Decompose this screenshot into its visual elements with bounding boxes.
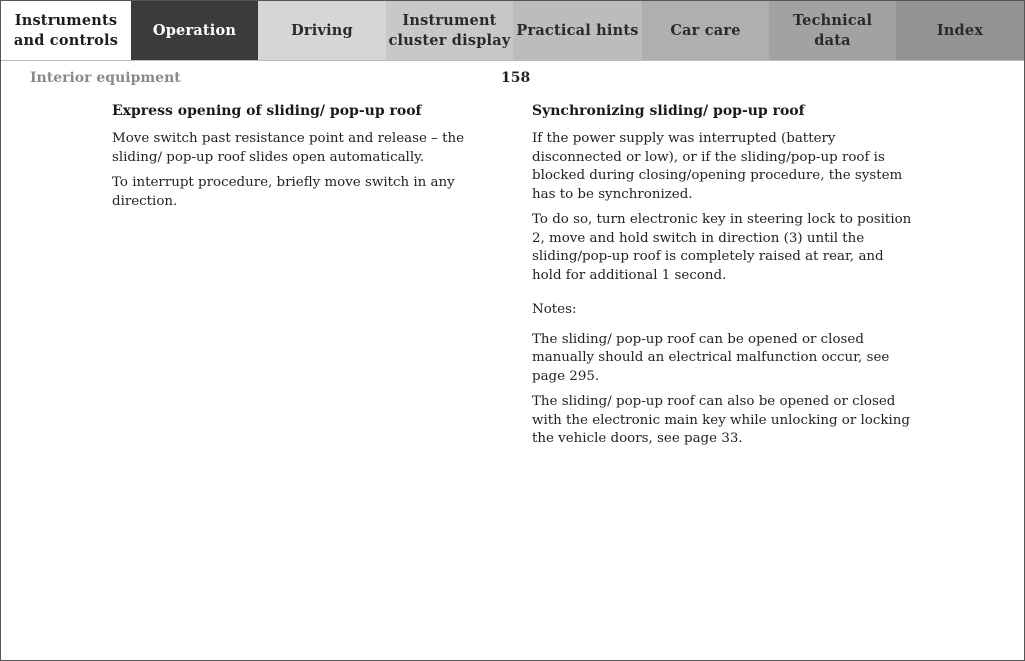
tab-driving[interactable]: Driving [258,1,386,60]
tab-car-care[interactable]: Car care [642,1,769,60]
section-title: Interior equipment [30,70,181,86]
tab-practical-hints[interactable]: Practical hints [513,1,642,60]
note-paragraph: The sliding/ pop-up roof can also be opened or closed with the electronic main key while unlocking or locking the vehicle doors, see page 33. [532,394,910,446]
paragraph: If the power supply was interrupted (battery disconnected or low), or if the sliding/pop-up roof is blocked during closing/opening procedure, the system has to be synchronized. [532,131,903,202]
tab-instruments-and-controls[interactable]: Instruments and controls [1,1,131,60]
tab-technical-data[interactable]: Technical data [769,1,896,60]
notes-label: Notes: [532,302,577,317]
paragraph: To do so, turn electronic key in steering lock to position 2, move and hold switch in direction (3) until the sliding/pop-up roof is completely raised at rear, and hold for additional 1 second. [532,212,912,283]
left-column [112,102,477,218]
tab-instrument-cluster-display[interactable]: Instrument cluster display [386,1,513,60]
paragraph: To interrupt procedure, briefly move switch in any direction. [112,175,455,209]
right-column [532,102,917,456]
tab-index[interactable]: Index [896,1,1024,60]
chapter-tab-bar [1,1,1024,61]
synchronizing-heading: Synchronizing sliding/ pop-up roof [532,103,805,119]
express-opening-heading: Express opening of sliding/ pop-up roof [112,103,422,119]
page-number: 158 [501,70,531,86]
tab-operation[interactable]: Operation [131,1,258,60]
paragraph: Move switch past resistance point and release – the sliding/ pop-up roof slides open automatically. [112,131,465,165]
note-paragraph: The sliding/ pop-up roof can be opened or closed manually should an electrical malfunction occur, see page 295. [532,331,890,384]
